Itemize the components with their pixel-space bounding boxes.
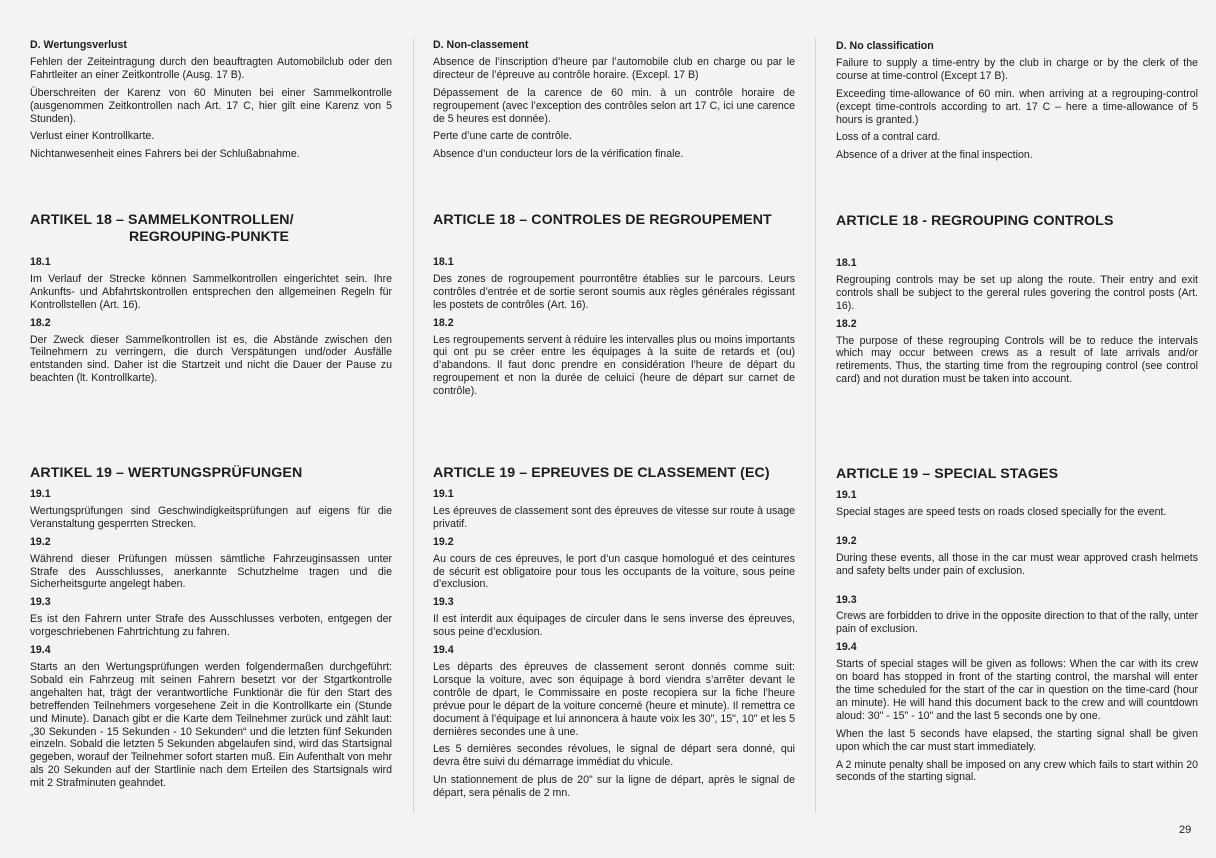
section-title: D. No classification [836,40,934,52]
clause-number: 19.1 [433,488,454,500]
article-heading: ARTICLE 18 - REGROUPING CONTROLS [836,213,1114,229]
german-column [30,0,392,858]
paragraph: Dépassement de la carence de 60 min. à un contrôle horaire de regroupement (avec l’exception des contrôles selon art 17 C, ici une carence de 5 heures est donnée). [433,86,795,125]
clause-number: 18.2 [30,316,51,329]
clause-number: 18.1 [30,256,51,268]
clause-number: 19.4 [433,644,454,657]
clause-number: 19.1 [30,488,51,500]
paragraph: Nichtanwesenheit eines Fahrers bei der Schlußabnahme. [30,148,300,161]
article-heading: ARTICLE 18 – CONTROLES DE REGROUPEMENT [433,212,772,228]
paragraph: Les 5 dernières secondes révolues, le signal de départ sera donné, qui devra être suivi du démarrage immédiat du vhicule. [433,743,795,769]
article-heading-line2: REGROUPING-PUNKTE [129,229,290,245]
paragraph: Les épreuves de classement sont des épreuves de vitesse sur route à usage privatif. [433,504,795,530]
section-d-non-classement [433,39,795,166]
article-19 [30,465,392,795]
section-title: D. Wertungsverlust [30,39,127,51]
section-d-wertungsverlust [30,39,392,166]
article-heading: ARTICLE 19 – SPECIAL STAGES [836,466,1059,482]
paragraph: Exceeding time-allowance of 60 min. when arriving at a regrouping-control (except time-controls according to art. 17 C – here a time-allowance of 5 hours is granted.) [836,87,1198,126]
paragraph: Des zones de rogroupement pourrontêtre établies sur le parcours. Leurs contrôles d’entrée et de sortie seront soumis aux règles générales régissant les postets de contrôles (Art. 16). [433,272,795,311]
paragraph: Wertungsprüfungen sind Geschwindigkeitsprüfungen auf eigens für die Veranstaltung gesperrten Strecken. [30,504,392,530]
article-heading: ARTIKEL 19 – WERTUNGSPRÜFUNGEN [30,465,303,481]
paragraph: During these events, all those in the car must wear approved crash helmets and safety belts under pain of exclusion. [836,551,1198,577]
article-19 [433,465,795,805]
clause-number: 19.3 [836,593,857,606]
paragraph: Regrouping controls may be set up along the route. Their entry and exit controls shall be subject to the gereral rules govering the control posts (Art. 16). [836,273,1198,312]
paragraph: Absence d’un conducteur lors de la vérification finale. [433,148,684,161]
article-19 [836,466,1198,789]
clause-number: 19.3 [433,596,454,609]
paragraph: Starts of special stages will be given as follows: When the car with its crew on board has stopped in front of the starting control, the marshal will enter the time scheduled for the start of the car in question on the time-card (hour an minute). He will hand this document back to the crew and will countdown aloud: 30" - 15" - 10" and the last 5 seconds one by one. [836,658,1198,722]
paragraph: Der Zweck dieser Sammelkontrollen ist es, die Abstände zwischen den Teilnehmern zu verringern, die durch Verspätungen und/oder Ausfälle entstanden sind. Daher ist die Startzeit und nicht die Dauer der Pause zu beachten (lt. Kontrollkarte). [30,333,392,385]
article-heading: ARTICLE 19 – EPREUVES DE CLASSEMENT (EC) [433,465,770,481]
paragraph: Im Verlauf der Strecke können Sammelkontrollen eingerichtet sein. Ihre Ankunfts- und Abfahrtskontrollen entsprechen den allgemeinen Regeln für Kontrollstellen (Art. 16). [30,272,392,311]
paragraph: Fehlen der Zeiteintragung durch den beauftragten Automobilclub oder den Fahrtleiter an einer Zeitkontrolle (Ausg. 17 B). [30,55,392,81]
paragraph: Crews are forbidden to drive in the opposite direction to that of the rally, unter pain of exclusion. [836,610,1198,636]
paragraph: Special stages are speed tests on roads closed specially for the event. [836,505,1167,518]
column-divider [413,38,414,813]
clause-number: 19.2 [30,535,51,548]
paragraph: Absence of a driver at the final inspection. [836,149,1033,162]
paragraph: Les départs des épreuves de classement seront donnés comme suit: Lorsque la voiture, avec son équipage à bord viendra s’arrêter devant le contrôle de dpart, le Commissaire en poste recopiera sur la fiche l’heure prévue pour le départ de la voiture concerné (heure et minute). Il remettra ce document à l’équipage et lui annoncera à haute voix les 30", 15", 10" et les 5 dernières secondes une à une. [433,660,795,738]
clause-number: 18.1 [836,257,857,269]
paragraph: Perte d’une carte de contrôle. [433,130,572,143]
paragraph: When the last 5 seconds have elapsed, the starting signal shall be given upon which the car must start immediately. [836,727,1198,753]
paragraph: Während dieser Prüfungen müssen sämtliche Fahrzeuginsassen unter Strafe des Ausschlusses, anerkannte Schutzhelme tragen und die Sicherheitsgurte angelegt haben. [30,552,392,591]
section-d-no-classification [836,40,1198,167]
paragraph: Failure to supply a time-entry by the club in charge or by the clerk of the course at time-control (Except 17 B). [836,56,1198,82]
paragraph: Starts an den Wertungsprüfungen werden folgendermaßen durchgeführt: Sobald ein Fahrzeug mit seinen Fahrern besetzt vor der Stgartkontrolle angehalten hat, trägt der verantwortliche Funktionär die für den Start des betreffenden Teilnehmers vorgesehene Zeit in die Kontrollkarte ein (Stunde und Minute). Danach gibt er die Karte dem Teilnehmer zurück und zählt laut: „30 Sekunden - 15 Sekunden - 10 Sekunden“ und die letzten fünf Sekunden einzeln. Sobald die letzten 5 Sekunden abgelaufen sind, wird das Startsignal gegeben, worauf der Teilnehmer sofort starten muß. Ein Aufenthalt von mehr als 20 Sekunden auf der Startlinie nach dem Erteilen des Startsignals wird mit 2 Strafminuten geahndet. [30,660,392,790]
column-divider [815,38,816,813]
clause-number: 19.3 [30,596,51,609]
english-column [836,0,1198,858]
paragraph: Verlust einer Kontrollkarte. [30,130,155,143]
paragraph: Überschreiten der Karenz von 60 Minuten bei einer Sammelkontrolle (ausgenommen Zeitkontrollen nach Art. 17 C, hier gilt eine Karenz von 5 Stunden). [30,86,392,125]
clause-number: 18.1 [433,256,454,268]
clause-number: 18.2 [433,316,454,329]
paragraph: Les regroupements servent à réduire les intervalles plus ou moins importants qui ont pu se créer entre les équipages à la suite de retards et (ou) d’abandons. Il faut donc prendre en considération l’heure de départ du regroupement et non la durée de celuici (heure de départ sur carnet de contrôle). [433,333,795,398]
french-column [433,0,795,858]
article-18 [30,212,392,390]
paragraph: Au cours de ces épreuves, le port d’un casque homologué et des ceintures de sécurit est obligatoire pour tous les occupants de la voiture, sous peine d’exclusion. [433,552,795,591]
clause-number: 19.4 [30,644,51,657]
article-heading: ARTIKEL 18 – SAMMELKONTROLLEN/ [30,212,294,228]
clause-number: 18.2 [836,317,857,330]
article-18 [433,212,795,403]
paragraph: Absence de l’inscription d’heure par l’automobile club en charge ou par le directeur de l’épreuve au contrôle horaire. (Excepl. 17 B) [433,55,795,81]
clause-number: 19.4 [836,641,857,654]
paragraph: Loss of a contral card. [836,131,941,144]
section-title: D. Non-classement [433,39,529,51]
paragraph: Il est interdit aux équipages de circuler dans le sens inverse des épreuves, sous peine d’ecxlusion. [433,613,795,639]
article-18 [836,213,1198,391]
page-number: 29 [1179,824,1192,836]
paragraph: Es ist den Fahrern unter Strafe des Ausschlusses verboten, entgegen der vorgeschriebenen Fahrtrichtung zu fahren. [30,613,392,639]
clause-number: 19.2 [836,534,857,547]
clause-number: 19.1 [836,489,857,501]
paragraph: Un stationnement de plus de 20" sur la ligne de départ, après le signal de départ, sera pénalis de 2 mn. [433,774,795,800]
paragraph: The purpose of these regrouping Controls will be to reduce the intervals which may occur between crews as a result of late arrivals and/or retirements. Thus, the starting time from the regrouping control (see control card) and not duration must be taken into account. [836,334,1198,386]
paragraph: A 2 minute penalty shall be imposed on any crew which fails to start within 20 seconds of the starting signal. [836,758,1198,784]
clause-number: 19.2 [433,535,454,548]
